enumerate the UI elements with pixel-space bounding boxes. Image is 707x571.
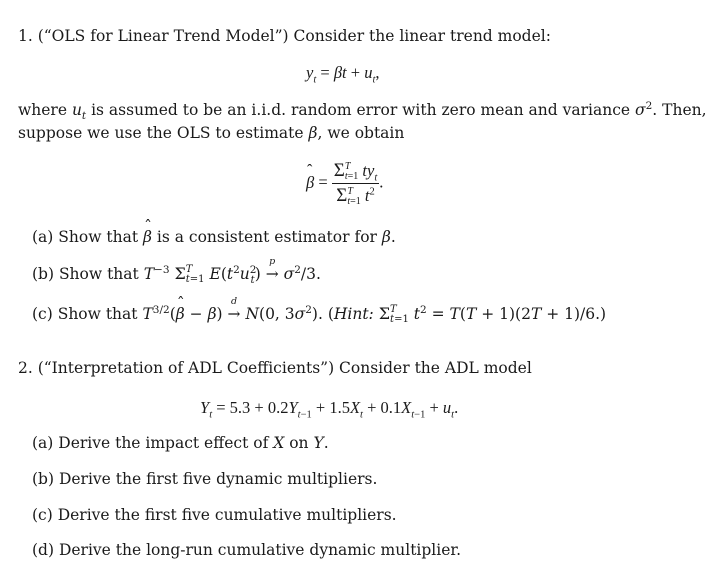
question-2-part-d: (d) Derive the long-run cumulative dynamic multiplier. bbox=[32, 541, 462, 559]
question-1-text-line-1: where $u_t$ is assumed to be an i.i.d. random error with zero mean and variance $\sigma^2$. Then, bbox=[18, 99, 707, 123]
question-2-part-b: (b) Derive the first five dynamic multipliers. bbox=[32, 470, 378, 488]
question-2-part-a: (a) Derive the impact effect of X on Y. bbox=[32, 434, 329, 452]
question-1-part-b: (b) Show that $T^{-3}$ Σ T t=1 $E(t^2u^2_t)$ p → $\sigma^2/3$. bbox=[32, 256, 321, 287]
question-1-model-equation: $y_t = \beta t + u_t$, bbox=[306, 63, 380, 86]
question-1-text-line-2: suppose we use the OLS to estimate β, we obtain bbox=[18, 124, 405, 142]
question-2-model-equation: $Y_t = 5.3 + 0.2Y_{t-1} + 1.5X_t + 0.1X_{t-1} + u_t$. bbox=[200, 398, 459, 421]
question-1-estimator-equation: ˆ β = Σ T t=1 $ty_t$ Σ T t=1 $t^2$ . bbox=[306, 160, 383, 207]
question-1-part-c: (c) Show that $T^{3/2}(ˆ$ β − β) d → N(0, $3\sigma^2$). (Hint: Σ T t=1 $t^2 = T(T + 1)(2T + 1)/6$.) bbox=[32, 304, 606, 325]
question-1-part-a: (a) Show that ˆ β is a consistent estimator for β. bbox=[32, 228, 396, 246]
question-2-part-c: (c) Derive the first five cumulative multipliers. bbox=[32, 506, 397, 524]
question-2-heading: 2. (“Interpretation of ADL Coefficients”) Consider the ADL model bbox=[18, 359, 532, 377]
question-1-heading: 1. (“OLS for Linear Trend Model”) Consider the linear trend model: bbox=[18, 27, 551, 45]
